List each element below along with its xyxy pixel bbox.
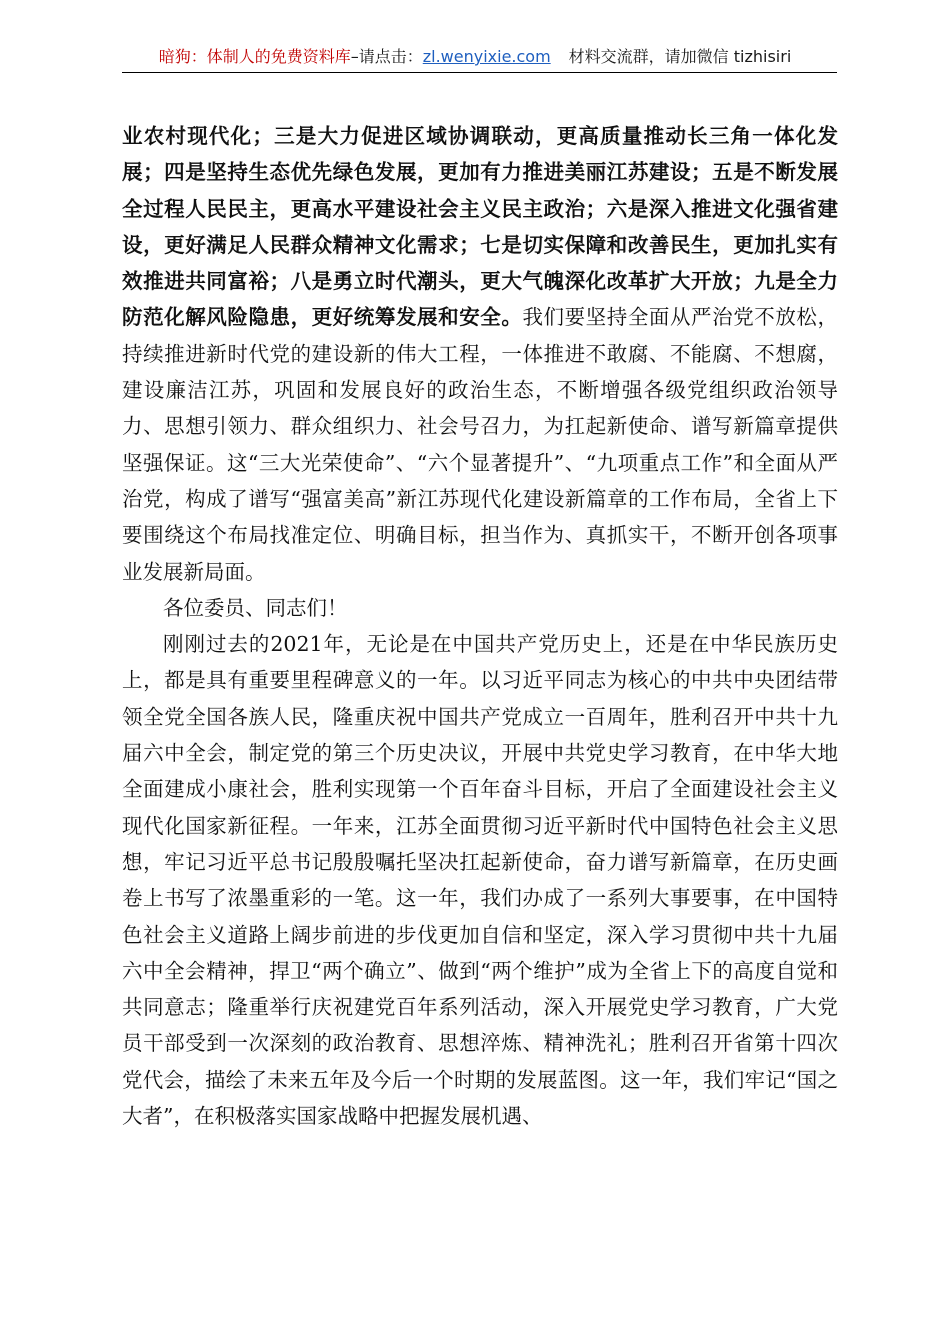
paragraph-2: 各位委员、同志们！ (163, 595, 348, 620)
header-prompt: –请点击： (350, 47, 423, 66)
paragraph-1-text: 我们要坚持全面从严治党不放松，持续推进新时代党的建设新的伟大工程，一体推进不敢腐、不能腐、不想腐，建设廉洁江苏，巩固和发展良好的政治生态，不断增强各级党组织政治领导力、思想引领力、群众组织力、社会号召力，为扛起新使命、谱写新篇章提供坚强保证。这“三大光荣使命”、“六个显著提升”、“九项重点工作”和全面从严治党，构成了谱写“强富美高”新江苏现代化建设新篇章的工作布局，全省上下要围绕这个布局找准定位、明确目标，担当作为、真抓实干，不断开创各项事业发展新局面。 (122, 305, 839, 584)
page-header (0, 44, 950, 67)
paragraph-1 (122, 118, 838, 590)
header-brand: 暗狗：体制人的免费资料库 (158, 47, 351, 66)
paragraph-3: 刚刚过去的2021年，无论是在中国共产党历史上，还是在中华民族历史上，都是具有重要里程碑意义的一年。以习近平同志为核心的中共中央团结带领全党全国各族人民，隆重庆祝中国共产党成立一百周年，胜利召开中共十九届六中全会，制定党的第三个历史决议，开展中共党史学习教育，在中华大地全面建成小康社会，胜利实现第一个百年奋斗目标，开启了全面建设社会主义现代化国家新征程。一年来，江苏全面贯彻习近平新时代中国特色社会主义思想，牢记习近平总书记殷殷嘱托坚决扛起新使命，奋力谱写新篇章，在历史画卷上书写了浓墨重彩的一笔。这一年，我们办成了一系列大事要事，在中国特色社会主义道路上阔步前进的步伐更加自信和坚定，深入学习贯彻中共十九届六中全会精神，捍卫“两个确立”、做到“两个维护”成为全省上下的高度自觉和共同意志；隆重举行庆祝建党百年系列活动，深入开展党史学习教育，广大党员干部受到一次深刻的政治教育、思想淬炼、精神洗礼；胜利召开省第十四次党代会，描绘了未来五年及今后一个时期的发展蓝图。这一年，我们牢记“国之大者”，在积极落实国家战略中把握发展机遇、 (122, 632, 838, 1129)
header-contact: 材料交流群，请加微信 tizhisiri (568, 47, 792, 66)
paragraph-1-bold-text: 业农村现代化；三是大力促进区域协调联动，更高质量推动长三角一体化发展；四是坚持生态优先绿色发展，更加有力推进美丽江苏建设；五是不断发展全过程人民民主，更高水平建设社会主义民主政治；六是深入推进文化强省建设，更好满足人民群众精神文化需求；七是切实保障和改善民生，更加扎实有效推进共同富裕；八是勇立时代潮头，更大气魄深化改革扩大开放；九是全力防范化解风险隐患，更好统筹发展和安全。 (122, 124, 838, 330)
header-divider (122, 72, 837, 73)
header-link[interactable]: zl.wenyixie.com (422, 47, 551, 66)
document-body (122, 118, 838, 1134)
